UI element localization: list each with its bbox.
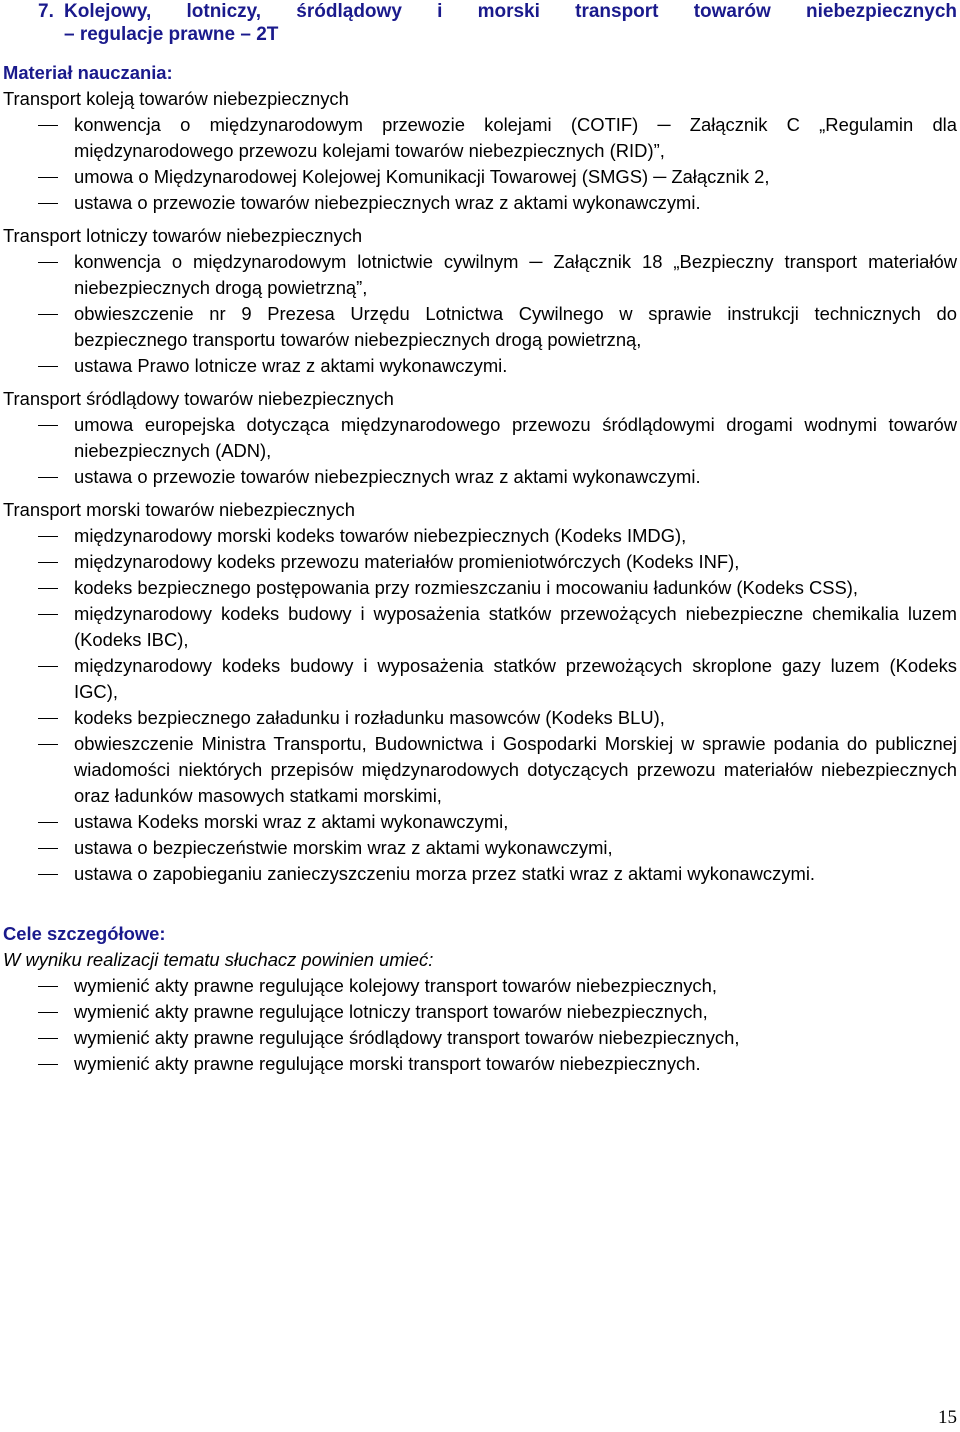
list-item: ustawa Prawo lotnicze wraz z aktami wykonawczymi.	[0, 353, 960, 379]
page-number: 15	[938, 1407, 957, 1428]
chapter-number: 7.	[38, 1, 54, 22]
list-item: międzynarodowy kodeks przewozu materiałów promieniotwórczych (Kodeks INF),	[0, 549, 960, 575]
material-title: Materiał nauczania:	[3, 62, 173, 83]
document-body	[0, 60, 960, 1077]
chapter-title-line-1: Kolejowy, lotniczy, śródlądowy i morski transport towarów niebezpiecznych	[64, 1, 957, 22]
list-item: konwencja o międzynarodowym lotnictwie cywilnym ─ Załącznik 18 „Bezpieczny transport materiałów niebezpiecznych drogą powietrzną”,	[0, 249, 960, 301]
section-title: Transport lotniczy towarów niebezpiecznych	[3, 225, 363, 246]
section-list	[0, 412, 960, 490]
section-list	[0, 249, 960, 379]
list-item: kodeks bezpiecznego załadunku i rozładunku masowców (Kodeks BLU),	[0, 705, 960, 731]
section-list	[0, 112, 960, 216]
goals-list	[0, 973, 960, 1077]
list-item: wymienić akty prawne regulujące śródlądowy transport towarów niebezpiecznych,	[0, 1025, 960, 1051]
chapter-title-line-2: – regulacje prawne – 2T	[64, 24, 279, 45]
spacer	[0, 490, 960, 497]
section-list	[0, 523, 960, 887]
list-item: ustawa o zapobieganiu zanieczyszczeniu morza przez statki wraz z aktami wykonawczymi.	[0, 861, 960, 887]
list-item: międzynarodowy kodeks budowy i wyposażenia statków przewożących skroplone gazy luzem (Kodeks IGC),	[0, 653, 960, 705]
goals-title: Cele szczegółowe:	[3, 923, 166, 944]
spacer	[0, 379, 960, 386]
section-sea	[0, 497, 960, 887]
list-item: ustawa o przewozie towarów niebezpiecznych wraz z aktami wykonawczymi.	[0, 464, 960, 490]
list-item: międzynarodowy morski kodeks towarów niebezpiecznych (Kodeks IMDG),	[0, 523, 960, 549]
section-title: Transport koleją towarów niebezpiecznych	[3, 88, 349, 109]
section-inland	[0, 386, 960, 490]
section-air	[0, 223, 960, 379]
section-title: Transport śródlądowy towarów niebezpiecznych	[3, 388, 394, 409]
list-item: ustawa Kodeks morski wraz z aktami wykonawczymi,	[0, 809, 960, 835]
list-item: obwieszczenie Ministra Transportu, Budownictwa i Gospodarki Morskiej w sprawie podania do publicznej wiadomości niektórych przepisów międzynarodowych dotyczących przewozu materiałów niebezpiecznych oraz ładunków masowych statkami morskimi,	[0, 731, 960, 809]
list-item: umowa o Międzynarodowej Kolejowej Komunikacji Towarowej (SMGS) ─ Załącznik 2,	[0, 164, 960, 190]
list-item: wymienić akty prawne regulujące lotniczy transport towarów niebezpiecznych,	[0, 999, 960, 1025]
list-item: międzynarodowy kodeks budowy i wyposażenia statków przewożących niebezpieczne chemikalia luzem (Kodeks IBC),	[0, 601, 960, 653]
list-item: ustawa o przewozie towarów niebezpiecznych wraz z aktami wykonawczymi.	[0, 190, 960, 216]
list-item: wymienić akty prawne regulujące morski transport towarów niebezpiecznych.	[0, 1051, 960, 1077]
section-rail	[0, 86, 960, 216]
list-item: konwencja o międzynarodowym przewozie kolejami (COTIF) ─ Załącznik C „Regulamin dla międzynarodowego przewozu kolejami towarów niebezpiecznych (RID)”,	[0, 112, 960, 164]
list-item: kodeks bezpiecznego postępowania przy rozmieszczaniu i mocowaniu ładunków (Kodeks CSS),	[0, 575, 960, 601]
list-item: umowa europejska dotycząca międzynarodowego przewozu śródlądowymi drogami wodnymi towarów niebezpiecznych (ADN),	[0, 412, 960, 464]
list-item: wymienić akty prawne regulujące kolejowy transport towarów niebezpiecznych,	[0, 973, 960, 999]
section-title: Transport morski towarów niebezpiecznych	[3, 499, 355, 520]
list-item: ustawa o bezpieczeństwie morskim wraz z aktami wykonawczymi,	[0, 835, 960, 861]
spacer	[0, 216, 960, 223]
goals-intro: W wyniku realizacji tematu słuchacz powinien umieć:	[3, 949, 434, 970]
spacer	[0, 887, 960, 921]
list-item: obwieszczenie nr 9 Prezesa Urzędu Lotnictwa Cywilnego w sprawie instrukcji technicznych do bezpiecznego transportu towarów niebezpiecznych drogą powietrzną,	[0, 301, 960, 353]
